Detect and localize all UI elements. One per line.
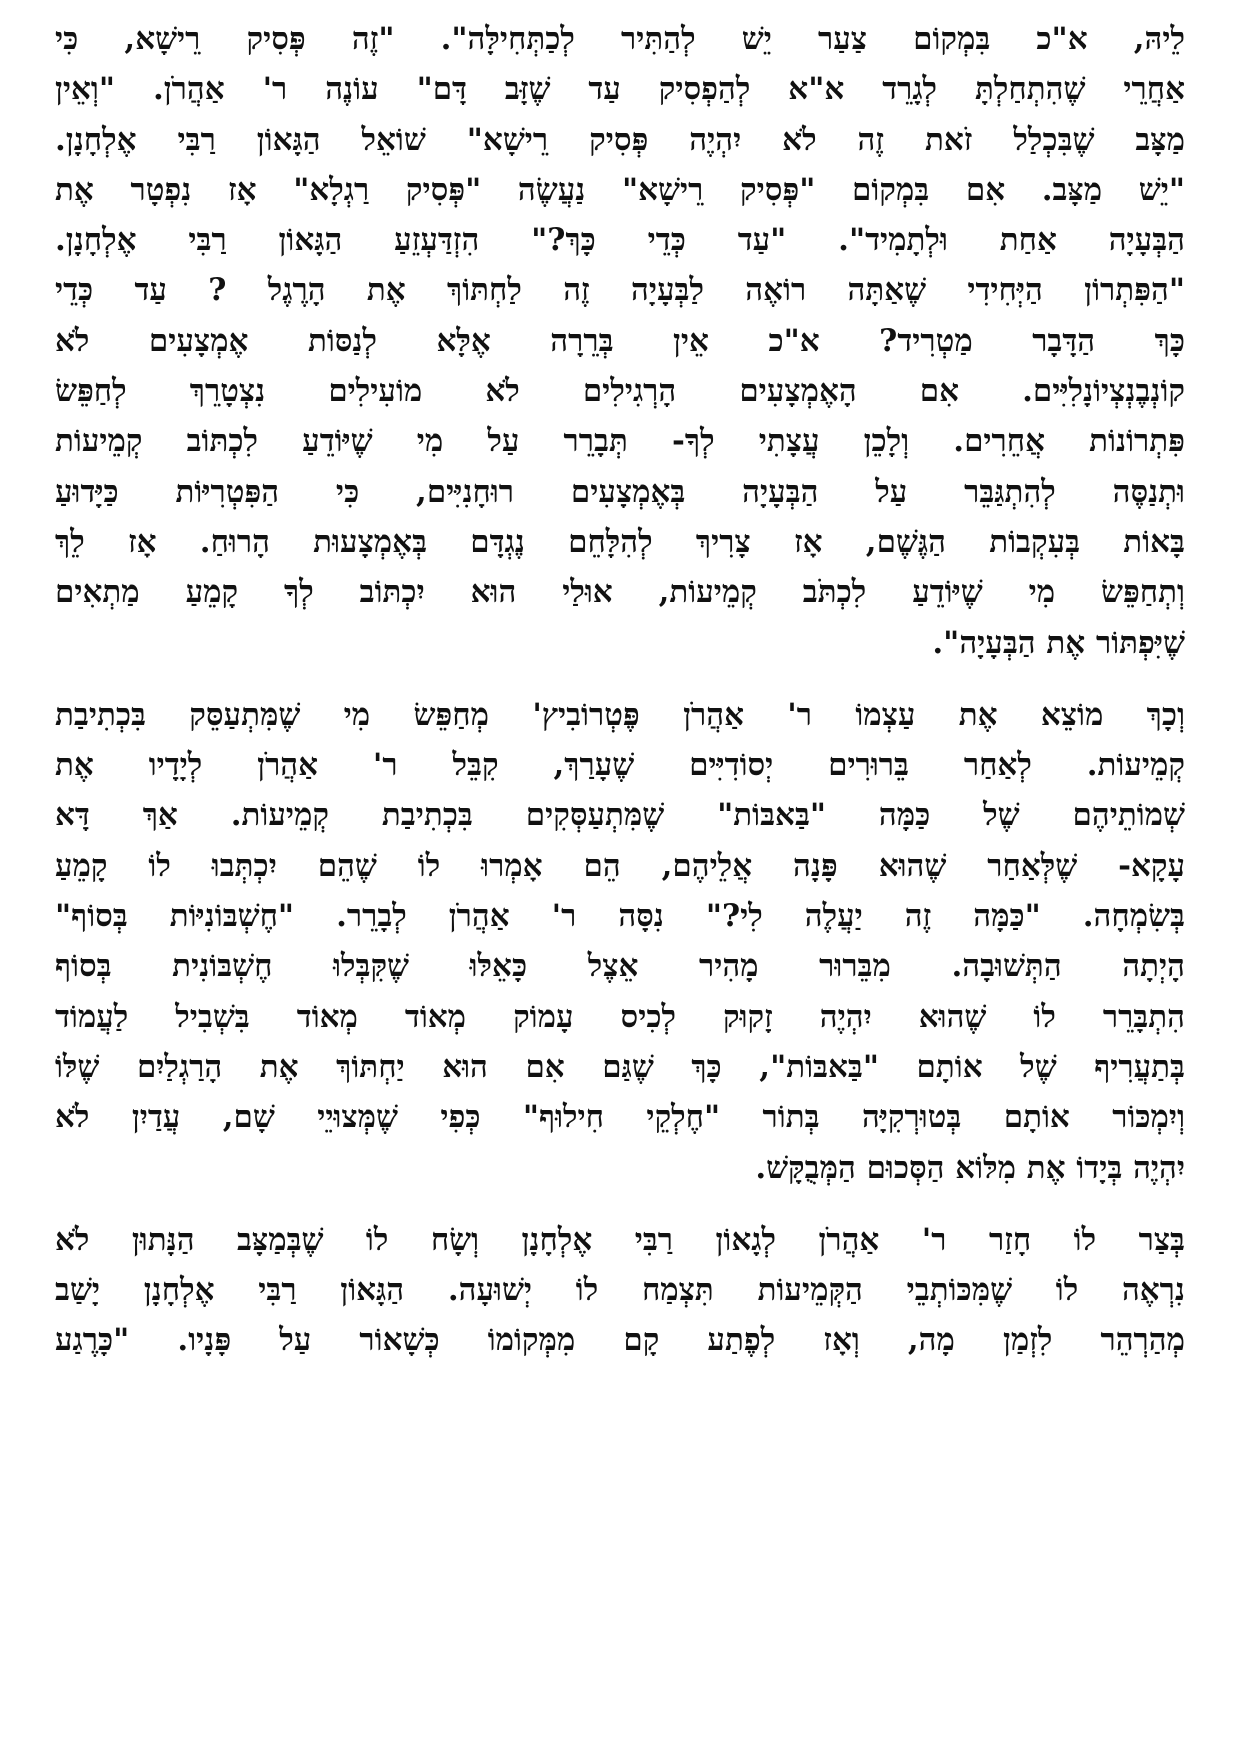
text-line: לֵיהּ, א"כ בִּמְקוֹם צַעַר יֵשׁ לְהַתִּיר לְכַתְּחִילָּה". "זֶה פְּסִיק רֵישָׁא, כִּי [55,21,1185,57]
text-line: בָּאוֹת בְּעִקְבוֹת הַגֶּשֶׁם, אָז צָרִיךְ לְהִלָּחֵם נֶגְדָּם בְּאֶמְצָעוּת הָרוּחַ. אָז לֵךְ [55,523,1185,560]
text-line: וּתְנַסֶּה לְהִתְגַּבֵּר עַל הַבְּעָיָה בְּאֶמְצָעִים רוּחָנִיִּים, כִּי הַפִּטְרִיּוֹת כַּיָּדוּעַ [55,473,1185,510]
text-line: בְּתַעֲרִיף שֶׁל אוֹתָם "בַּאבּוֹת", כָּךְ שֶׁגַּם אִם הוּא יַחְתּוֹךְ אֶת הָרַגְלַיִם שֶׁלּוֹ [55,1048,1185,1085]
text-line: נִרְאֶה לוֹ שֶׁמִּכּוֹתְבֵי הַקְּמֵיעוֹת תִּצְמַח לוֹ יְשׁוּעָה. הַגָּאוֹן רַבִּי אֶלְחָנָן יָשַׁב [55,1272,1185,1309]
text-line: מְהַרְהֵר לִזְמַן מָה, וְאָז לְפֶתַע קָם מִמְּקוֹמוֹ כְּשָׁאוֹר עַל פָּנָיו. "כָּרֶגַע [55,1322,1185,1359]
document-page [55,14,1185,1742]
text-line: עָקָא- שֶׁלְּאַחַר שֶׁהוּא פָּנָה אֲלֵיהֶם, הֵם אָמְרוּ לוֹ שֶׁהֵם יִכְתְּבוּ לוֹ קָמֵעַ [55,847,1185,884]
paragraph-2 [55,690,1185,1193]
text-line: יִהְיֶה בְּיָדוֹ אֶת מִלּוֹא הַסְּכוּם הַמְּבֻקָּשׁ. [755,1149,1185,1186]
text-line: הַבְּעָיָה אַחַת וּלְתָמִיד". "עַד כְּדֵי כָּךְ?" הִזְדַּעְזֵעַ הַגָּאוֹן רַבִּי אֶלְחָנָן. [55,222,1185,259]
text-line: שֶׁיִּפְתּוֹר אֶת הַבְּעָיָה". [932,624,1185,661]
text-line: קְמֵיעוֹת. לְאַחַר בֵּרוּרִים יְסוֹדִיִּים שֶׁעָרַךְ, קִבֵּל ר' אַהֲרֹן לְיָדָיו אֶת [55,747,1185,784]
paragraph-1 [55,14,1185,668]
text-line: שְׁמוֹתֵיהֶם שֶׁל כַּמָּה "בַּאבּוֹת" שֶׁמִּתְעַסְּקִים בִּכְתִיבַת קְמֵיעוֹת. אַךְ דָּא [55,797,1185,834]
text-line: וְתְחַפֵּשׂ מִי שֶׁיּוֹדֵעַ לִכְתֹּב קְמֵיעוֹת, אוּלַי הוּא יִכְתּוֹב לְךָ קָמֵעַ מַתְאִים [55,574,1185,611]
text-line: כָּךְ הַדָּבָר מַטְרִיד? א"כ אֵין בְּרֵרָה אֶלָּא לְנַסּוֹת אֶמְצָעִים לֹא [55,322,1185,359]
text-line: בְּשִׂמְחָה. "כַּמָּה זֶה יַעֲלֶה לִי?" נִסָּה ר' אַהֲרֹן לְבָרֵר. "חֶשְׁבּוֹנִיּוֹת בְּסוֹף" [55,898,1185,935]
text-line: פִּתְרוֹנוֹת אֲחֵרִים. וְלָכֵן עֲצָתִי לְךָ- תְּבָרֵר עַל מִי שֶׁיּוֹדֵעַ לִכְתּוֹב קְמֵיעוֹת [55,423,1185,460]
text-line: "יֵשׁ מַצָּב. אִם בִּמְקוֹם "פְּסִיק רֵישָׁא" נַעֲשֶׂה "פְּסִיק רַגְלָא" אָז נִפְטָר אֶת [55,171,1185,208]
text-line: וְיִמְכּוֹר אוֹתָם בְּטוּרְקִיָּה בְּתוֹר "חֶלְקֵי חִילוּף" כְּפִי שֶׁמְּצוּיֵי שָׁם, עֲדַיִן לֹא [55,1099,1185,1136]
text-line: מַצָּב שֶׁבִּכְלַל זֹאת זֶה לֹא יִהְיֶה פְּסִיק רֵישָׁא" שׁוֹאֵל הַגָּאוֹן רַבִּי אֶלְחָנָן. [55,121,1185,158]
text-line: קוֹנְבֶנְצְיוֹנָלִיִּים. אִם הָאֶמְצָעִים הָרְגִילִים לֹא מוֹעִילִים נִצְטָרֵךְ לְחַפֵּשׂ [55,373,1185,410]
text-line: בְּצַר לוֹ חָזַר ר' אַהֲרֹן לְגָאוֹן רַבִּי אֶלְחָנָן וְשָׂח לוֹ שֶׁבְּמַצָּב הַנָּתוּן לֹא [55,1221,1185,1258]
text-line: הָיְתָה הַתְּשׁוּבָה. מִבֵּרוּר מָהִיר אֵצֶל כָּאֵלּוּ שֶׁקִּבְּלוּ חֶשְׁבּוֹנִית בְּסוֹף [55,948,1185,985]
paragraph-3 [55,1215,1185,1366]
text-line: וְכָךְ מוֹצֵא אֶת עַצְמוֹ ר' אַהֲרֹן פֶּטְרוֹבִיץ' מְחַפֵּשׂ מִי שֶׁמִּתְעַסֵּק בִּכְתִיבַת [55,696,1185,733]
text-line: אַחֲרֵי שֶׁהִתְחַלְתָּ לְגָרֵד א"א לְהַפְסִיק עַד שֶׁזָּב דָּם" עוֹנֶה ר' אַהֲרֹן. "וְאֵין [55,71,1185,108]
text-line: "הַפִּתְרוֹן הַיְּחִידִי שֶׁאַתָּה רוֹאֶה לַבְּעָיָה זֶה לַחְתּוֹךְ אֶת הָרֶגֶל ? עַד כְּדֵי [55,272,1185,309]
text-line: הִתְבָּרֵר לוֹ שֶׁהוּא יִהְיֶה זָקוּק לְכִיס עָמוֹק מְאוֹד מְאוֹד בִּשְׁבִיל לַעֲמוֹד [55,998,1185,1035]
